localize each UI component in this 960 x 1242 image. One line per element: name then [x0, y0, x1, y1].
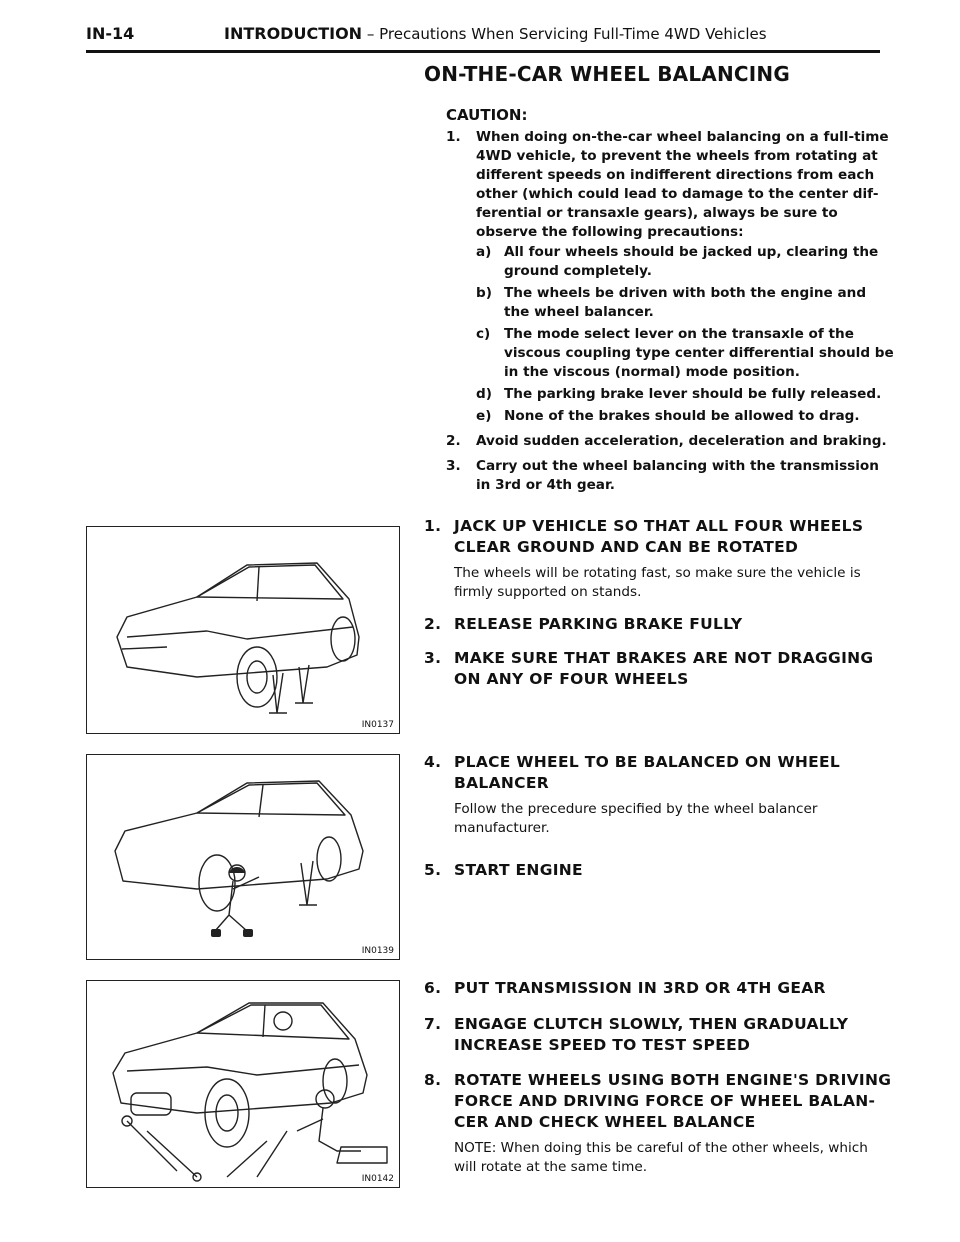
subprecaution-number: e)	[476, 408, 492, 424]
step-heading: ENGAGE CLUTCH SLOWLY, THEN GRADUALLY INCREASE SPEED TO TEST SPEED	[454, 1015, 849, 1054]
step-8	[424, 1070, 894, 1177]
step-2	[424, 614, 894, 635]
page-header	[86, 22, 880, 53]
section-title: ON-THE-CAR WHEEL BALANCING	[424, 62, 790, 86]
caution-item	[446, 128, 894, 426]
header-title	[224, 24, 767, 43]
step-7	[424, 1014, 894, 1056]
step-number: 8.	[424, 1071, 442, 1089]
figure-rotating-wheels	[86, 980, 400, 1188]
figure-wheel-balancer	[86, 754, 400, 960]
subprecaution-text: The wheels be driven with both the engine and the wheel balancer.	[504, 285, 867, 320]
step-heading: ROTATE WHEELS USING BOTH ENGINE'S DRIVING FORCE AND DRIVING FORCE OF WHEEL BALAN-CER AND CHECK WHEEL BALANCE	[454, 1071, 892, 1131]
step-number: 3.	[424, 649, 442, 667]
car-on-stands-illustration	[87, 527, 399, 733]
caution-item	[446, 432, 894, 451]
caution-item	[446, 457, 894, 495]
step-number: 1.	[424, 517, 442, 535]
step-heading: RELEASE PARKING BRAKE FULLY	[454, 615, 743, 633]
caution-list	[446, 128, 894, 497]
caution-text: Carry out the wheel balancing with the transmission in 3rd or 4th gear.	[476, 458, 879, 493]
subprecaution-number: c)	[476, 326, 491, 342]
figure-code: IN0137	[361, 720, 394, 730]
caution-text: When doing on-the-car wheel balancing on a full-time 4WD vehicle, to prevent the wheels from rotating at different speeds on indifferent directions from each other (which could lead to damage to the center dif-ferential or transaxle gears), always be sure to observe the following precautions:	[476, 129, 889, 240]
figure-code: IN0142	[361, 1174, 394, 1184]
step-text: Follow the precedure specified by the wheel balancer manufacturer.	[454, 801, 818, 836]
header-subtitle: – Precautions When Servicing Full-Time 4WD Vehicles	[362, 25, 767, 43]
subprecaution-item	[476, 385, 894, 404]
caution-label: CAUTION:	[446, 106, 528, 124]
page-number: IN-14	[86, 24, 135, 43]
step-note: NOTE: When doing this be careful of the other wheels, which will rotate at the same time.	[454, 1140, 868, 1175]
subprecaution-number: b)	[476, 285, 492, 301]
step-number: 4.	[424, 753, 442, 771]
step-1	[424, 516, 894, 602]
subprecaution-item	[476, 407, 894, 426]
step-heading: PUT TRANSMISSION IN 3RD OR 4TH GEAR	[454, 979, 826, 997]
subprecaution-item	[476, 325, 894, 382]
caution-number: 2.	[446, 433, 461, 449]
caution-number: 1.	[446, 129, 461, 145]
step-number: 2.	[424, 615, 442, 633]
subprecaution-item	[476, 243, 894, 281]
step-5	[424, 860, 894, 881]
subprecaution-text: The parking brake lever should be fully released.	[504, 386, 882, 402]
subprecaution-text: None of the brakes should be allowed to drag.	[504, 408, 860, 424]
figure-jacked-vehicle	[86, 526, 400, 734]
caution-text: Avoid sudden acceleration, deceleration and braking.	[476, 433, 887, 449]
subprecaution-item	[476, 284, 894, 322]
step-number: 6.	[424, 979, 442, 997]
caution-number: 3.	[446, 458, 461, 474]
step-heading: START ENGINE	[454, 861, 583, 879]
step-heading: MAKE SURE THAT BRAKES ARE NOT DRAGGING ON ANY OF FOUR WHEELS	[454, 649, 874, 688]
subprecaution-number: a)	[476, 244, 492, 260]
step-6	[424, 978, 894, 999]
wheel-balancer-illustration	[87, 755, 399, 959]
step-number: 7.	[424, 1015, 442, 1033]
step-3	[424, 648, 894, 690]
subprecaution-number: d)	[476, 386, 492, 402]
step-4	[424, 752, 894, 838]
step-heading: PLACE WHEEL TO BE BALANCED ON WHEEL BALANCER	[454, 753, 841, 792]
rotating-wheels-illustration	[87, 981, 399, 1187]
step-number: 5.	[424, 861, 442, 879]
header-section: INTRODUCTION	[224, 24, 363, 43]
subprecaution-text: The mode select lever on the transaxle of the viscous coupling type center differential should be in the viscous (normal) mode position.	[504, 326, 894, 380]
figure-code: IN0139	[361, 946, 394, 956]
step-text: The wheels will be rotating fast, so make sure the vehicle is firmly supported on stands.	[454, 565, 861, 600]
subprecaution-text: All four wheels should be jacked up, clearing the ground completely.	[504, 244, 879, 279]
step-heading: JACK UP VEHICLE SO THAT ALL FOUR WHEELS CLEAR GROUND AND CAN BE ROTATED	[454, 517, 864, 556]
